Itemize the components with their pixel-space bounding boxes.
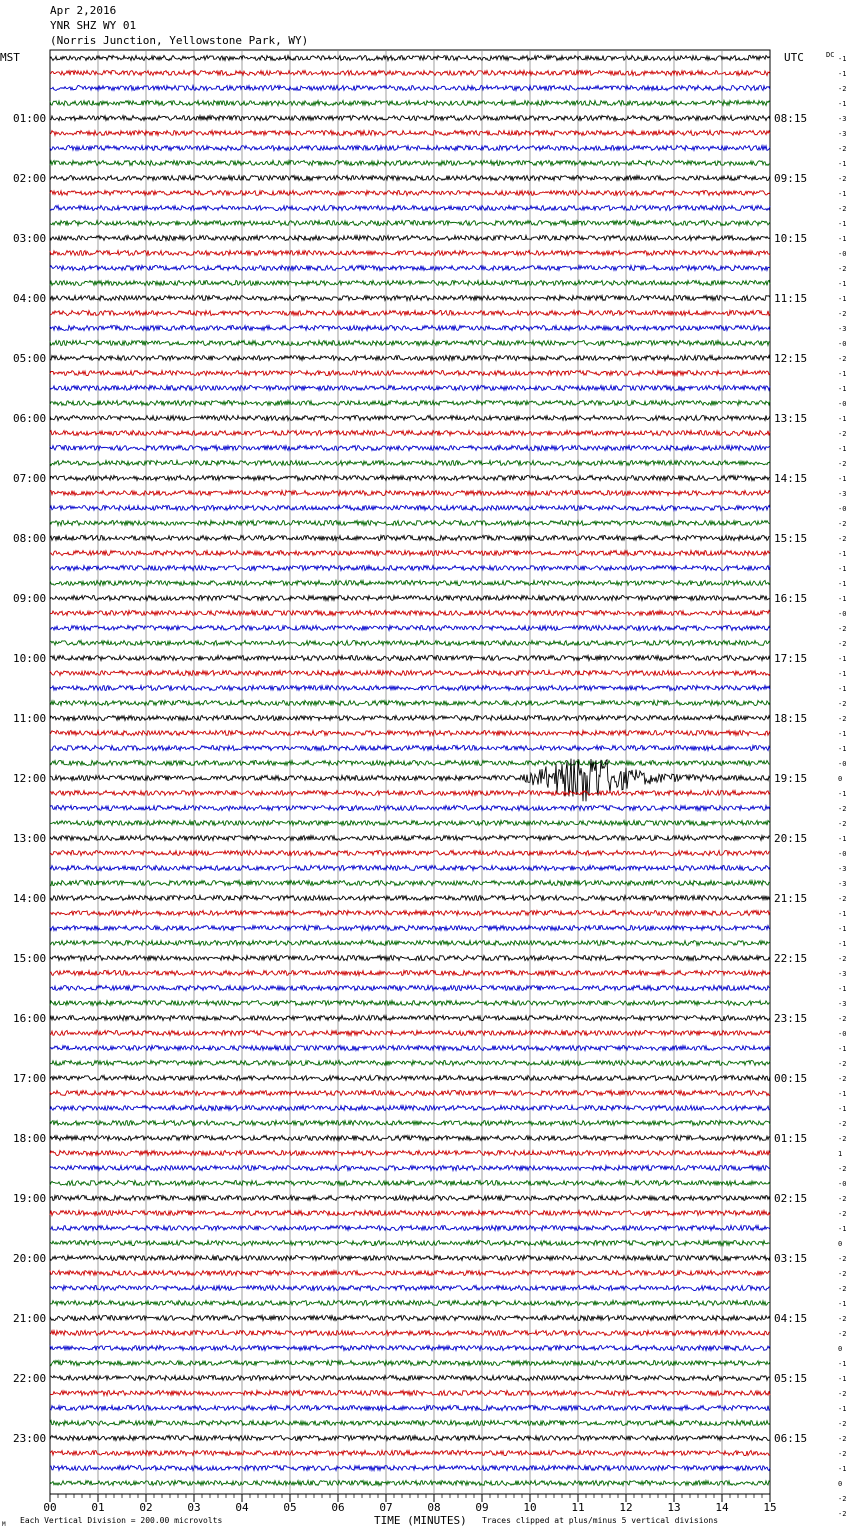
dc-offset-label: -3 — [838, 115, 847, 123]
right-hour-label: 14:15 — [774, 472, 808, 485]
dc-offset-label: -1 — [838, 790, 847, 798]
left-hour-label: 20:00 — [13, 1252, 47, 1265]
trace-row — [50, 491, 770, 496]
x-axis-label: TIME (MINUTES) — [374, 1514, 467, 1527]
dc-offset-label: -0 — [838, 610, 847, 618]
trace-row — [50, 521, 770, 526]
left-hour-label: 17:00 — [13, 1072, 47, 1085]
trace-row — [50, 746, 770, 751]
trace-row — [50, 701, 770, 706]
trace-row — [50, 1106, 770, 1111]
x-tick-label: 04 — [235, 1501, 249, 1514]
left-hour-label: 04:00 — [13, 292, 47, 305]
trace-row — [50, 1466, 770, 1471]
dc-offset-label: -1 — [838, 1105, 847, 1113]
trace-row — [50, 1346, 770, 1351]
dc-offset-label: -0 — [838, 1030, 847, 1038]
dc-offset-label: -1 — [838, 655, 847, 663]
trace-row — [50, 356, 770, 361]
left-hour-label: 18:00 — [13, 1132, 47, 1145]
dc-offset-label: -1 — [838, 100, 847, 108]
dc-offset-label: -2 — [838, 700, 847, 708]
trace-row — [50, 401, 770, 406]
x-tick-label: 09 — [475, 1501, 489, 1514]
trace-row — [50, 1256, 770, 1261]
dc-offset-label: -1 — [838, 220, 847, 228]
dc-offset-label: 1 — [838, 1150, 843, 1158]
dc-offset-label: -0 — [838, 250, 847, 258]
trace-row — [50, 116, 770, 121]
trace-row — [50, 206, 770, 211]
x-tick-label: 12 — [619, 1501, 633, 1514]
dc-offset-label: -2 — [838, 1435, 847, 1443]
dc-offset-label: -1 — [838, 985, 847, 993]
trace-row — [50, 221, 770, 226]
trace-row — [50, 416, 770, 421]
dc-offset-label: -2 — [838, 1315, 847, 1323]
trace-row — [50, 759, 770, 802]
right-hour-label: 04:15 — [774, 1312, 808, 1325]
trace-row — [50, 641, 770, 646]
trace-row — [50, 1016, 770, 1021]
trace-row — [50, 986, 770, 991]
trace-row — [50, 341, 770, 346]
left-hour-label: 05:00 — [13, 352, 47, 365]
dc-offset-label: -1 — [838, 190, 847, 198]
x-tick-label: 03 — [187, 1501, 201, 1514]
left-hour-label: 19:00 — [13, 1192, 47, 1205]
trace-layer — [50, 56, 770, 1486]
trace-row — [50, 896, 770, 901]
trace-row — [50, 446, 770, 451]
x-tick-label: 07 — [379, 1501, 393, 1514]
trace-row — [50, 236, 770, 241]
plot-frame — [50, 50, 770, 1494]
corner-mark: M — [2, 1521, 6, 1528]
x-tick-label: 15 — [763, 1501, 777, 1514]
dc-offset-label: -2 — [838, 1495, 847, 1503]
dc-offset-label: -1 — [838, 1405, 847, 1413]
dc-offset-label: -1 — [838, 670, 847, 678]
footer-right-note: Traces clipped at plus/minus 5 vertical divisions — [482, 1516, 719, 1525]
right-hour-label: 09:15 — [774, 172, 808, 185]
dc-offset-label: -2 — [838, 1165, 847, 1173]
label-layer — [0, 51, 846, 1528]
trace-row — [50, 851, 770, 856]
left-hour-label: 06:00 — [13, 412, 47, 425]
trace-row — [50, 131, 770, 136]
trace-row — [50, 266, 770, 271]
dc-offset-label: -2 — [838, 955, 847, 963]
trace-row — [50, 311, 770, 316]
trace-row — [50, 1046, 770, 1051]
dc-offset-label: -2 — [838, 145, 847, 153]
right-hour-label: 02:15 — [774, 1192, 808, 1205]
right-hour-label: 18:15 — [774, 712, 808, 725]
right-hour-label: 19:15 — [774, 772, 808, 785]
trace-row — [50, 191, 770, 196]
dc-offset-label: -1 — [838, 595, 847, 603]
dc-offset-label: -2 — [838, 1135, 847, 1143]
trace-row — [50, 1391, 770, 1396]
dc-offset-label: -1 — [838, 730, 847, 738]
right-hour-label: 00:15 — [774, 1072, 808, 1085]
dc-offset-label: -2 — [838, 1510, 847, 1518]
left-hour-label: 03:00 — [13, 232, 47, 245]
x-tick-label: 10 — [523, 1501, 537, 1514]
dc-offset-label: -2 — [838, 1195, 847, 1203]
trace-row — [50, 1301, 770, 1306]
dc-offset-label: 0 — [838, 1480, 843, 1488]
dc-offset-label: -2 — [838, 1060, 847, 1068]
dc-offset-label: -1 — [838, 55, 847, 63]
x-tick-label: 02 — [139, 1501, 153, 1514]
trace-row — [50, 686, 770, 691]
trace-row — [50, 461, 770, 466]
trace-row — [50, 821, 770, 826]
dc-offset-label: -2 — [838, 535, 847, 543]
dc-offset-label: -1 — [838, 565, 847, 573]
trace-row — [50, 1001, 770, 1006]
left-hour-label: 12:00 — [13, 772, 47, 785]
right-hour-label: 17:15 — [774, 652, 808, 665]
dc-offset-label: -2 — [838, 1450, 847, 1458]
dc-offset-label: -3 — [838, 1000, 847, 1008]
trace-row — [50, 86, 770, 91]
trace-row — [50, 731, 770, 736]
dc-offset-label: -1 — [838, 280, 847, 288]
left-hour-label: 09:00 — [13, 592, 47, 605]
dc-offset-label: -0 — [838, 340, 847, 348]
trace-row — [50, 1406, 770, 1411]
trace-row — [50, 1076, 770, 1081]
dc-offset-label: -2 — [838, 430, 847, 438]
trace-row — [50, 1361, 770, 1366]
trace-row — [50, 866, 770, 871]
trace-row — [50, 716, 770, 721]
right-hour-label: 10:15 — [774, 232, 808, 245]
trace-row — [50, 611, 770, 616]
left-timezone-label: MST — [0, 51, 20, 64]
dc-offset-label: -2 — [838, 820, 847, 828]
right-hour-label: 21:15 — [774, 892, 808, 905]
left-hour-label: 10:00 — [13, 652, 47, 665]
trace-row — [50, 1241, 770, 1246]
dc-offset-label: 0 — [838, 775, 843, 783]
dc-offset-label: -2 — [838, 1330, 847, 1338]
left-hour-label: 21:00 — [13, 1312, 47, 1325]
header-date: Apr 2,2016 — [50, 4, 117, 17]
footer-left-note: Each Vertical Division = 200.00 microvolts — [20, 1516, 223, 1525]
dc-offset-label: -2 — [838, 715, 847, 723]
dc-offset-label: -1 — [838, 1045, 847, 1053]
x-tick-label: 05 — [283, 1501, 297, 1514]
trace-row — [50, 1166, 770, 1171]
trace-row — [50, 761, 770, 766]
trace-row — [50, 1271, 770, 1276]
dc-offset-label: -1 — [838, 835, 847, 843]
dc-offset-label: -3 — [838, 325, 847, 333]
dc-offset-label: 0 — [838, 1240, 843, 1248]
x-tick-label: 14 — [715, 1501, 729, 1514]
dc-offset-label: -1 — [838, 580, 847, 588]
trace-row — [50, 296, 770, 301]
dc-offset-label: -1 — [838, 685, 847, 693]
trace-row — [50, 56, 770, 61]
left-hour-label: 16:00 — [13, 1012, 47, 1025]
dc-offset-label: -1 — [838, 1225, 847, 1233]
dc-offset-label: -1 — [838, 295, 847, 303]
trace-row — [50, 251, 770, 256]
right-hour-label: 13:15 — [774, 412, 808, 425]
trace-row — [50, 71, 770, 76]
trace-row — [50, 1181, 770, 1186]
trace-row — [50, 791, 770, 796]
trace-row — [50, 161, 770, 166]
trace-row — [50, 506, 770, 511]
right-hour-label: 12:15 — [774, 352, 808, 365]
trace-row — [50, 1211, 770, 1216]
dc-offset-label: -2 — [838, 1390, 847, 1398]
trace-row — [50, 101, 770, 106]
trace-row — [50, 1481, 770, 1486]
dc-offset-label: -3 — [838, 880, 847, 888]
left-hour-label: 23:00 — [13, 1432, 47, 1445]
dc-offset-label: -0 — [838, 850, 847, 858]
trace-row — [50, 671, 770, 676]
dc-offset-label: -2 — [838, 175, 847, 183]
trace-row — [50, 1061, 770, 1066]
dc-offset-label: -3 — [838, 490, 847, 498]
trace-row — [50, 1031, 770, 1036]
dc-offset-label: -2 — [838, 205, 847, 213]
x-tick-label: 00 — [43, 1501, 57, 1514]
trace-row — [50, 1151, 770, 1156]
dc-label: DC — [826, 51, 835, 59]
dc-offset-label: -2 — [838, 520, 847, 528]
trace-row — [50, 581, 770, 586]
left-hour-label: 13:00 — [13, 832, 47, 845]
trace-row — [50, 566, 770, 571]
x-tick-label: 01 — [91, 1501, 105, 1514]
dc-offset-label: -1 — [838, 1300, 847, 1308]
right-hour-label: 22:15 — [774, 952, 808, 965]
dc-offset-label: -2 — [838, 625, 847, 633]
trace-row — [50, 1421, 770, 1426]
trace-row — [50, 386, 770, 391]
right-hour-label: 23:15 — [774, 1012, 808, 1025]
trace-row — [50, 596, 770, 601]
dc-offset-label: -1 — [838, 550, 847, 558]
right-hour-label: 11:15 — [774, 292, 808, 305]
dc-offset-label: -2 — [838, 460, 847, 468]
trace-row — [50, 1136, 770, 1141]
right-hour-label: 03:15 — [774, 1252, 808, 1265]
trace-row — [50, 971, 770, 976]
dc-offset-label: -1 — [838, 925, 847, 933]
dc-offset-label: -1 — [838, 445, 847, 453]
dc-offset-label: -2 — [838, 1210, 847, 1218]
trace-row — [50, 806, 770, 811]
right-hour-label: 05:15 — [774, 1372, 808, 1385]
left-hour-label: 01:00 — [13, 112, 47, 125]
left-hour-label: 15:00 — [13, 952, 47, 965]
trace-row — [50, 536, 770, 541]
header-station: YNR SHZ WY 01 — [50, 19, 137, 32]
trace-row — [50, 1196, 770, 1201]
header-location: (Norris Junction, Yellowstone Park, WY) — [50, 34, 309, 47]
trace-row — [50, 1376, 770, 1381]
right-timezone-label: UTC — [784, 51, 804, 64]
dc-offset-label: -0 — [838, 1180, 847, 1188]
trace-row — [50, 1331, 770, 1336]
dc-offset-label: -2 — [838, 355, 847, 363]
dc-offset-label: -1 — [838, 415, 847, 423]
trace-row — [50, 1121, 770, 1126]
dc-offset-label: -1 — [838, 940, 847, 948]
dc-offset-label: -2 — [838, 1255, 847, 1263]
left-hour-label: 22:00 — [13, 1372, 47, 1385]
left-hour-label: 07:00 — [13, 472, 47, 485]
left-hour-label: 14:00 — [13, 892, 47, 905]
x-tick-label: 08 — [427, 1501, 441, 1514]
dc-offset-label: -1 — [838, 1375, 847, 1383]
dc-offset-label: -2 — [838, 1015, 847, 1023]
right-hour-label: 01:15 — [774, 1132, 808, 1145]
trace-row — [50, 836, 770, 841]
trace-row — [50, 1091, 770, 1096]
dc-offset-label: -1 — [838, 370, 847, 378]
dc-offset-label: -1 — [838, 70, 847, 78]
trace-row — [50, 281, 770, 286]
right-hour-label: 16:15 — [774, 592, 808, 605]
dc-offset-label: -1 — [838, 1465, 847, 1473]
trace-row — [50, 146, 770, 151]
right-hour-label: 08:15 — [774, 112, 808, 125]
trace-row — [50, 626, 770, 631]
trace-row — [50, 956, 770, 961]
trace-row — [50, 656, 770, 661]
x-tick-label: 11 — [571, 1501, 585, 1514]
dc-offset-label: -0 — [838, 400, 847, 408]
dc-offset-label: -0 — [838, 505, 847, 513]
trace-row — [50, 1286, 770, 1291]
left-hour-label: 08:00 — [13, 532, 47, 545]
dc-offset-label: -3 — [838, 970, 847, 978]
trace-row — [50, 431, 770, 436]
dc-offset-label: -2 — [838, 265, 847, 273]
dc-offset-label: -3 — [838, 865, 847, 873]
trace-row — [50, 551, 770, 556]
dc-offset-label: -1 — [838, 160, 847, 168]
dc-offset-label: -1 — [838, 385, 847, 393]
dc-offset-label: -0 — [838, 760, 847, 768]
dc-offset-label: -1 — [838, 1090, 847, 1098]
trace-row — [50, 1226, 770, 1231]
dc-offset-label: -2 — [838, 805, 847, 813]
right-hour-label: 06:15 — [774, 1432, 808, 1445]
dc-offset-label: -3 — [838, 130, 847, 138]
dc-offset-label: -2 — [838, 1120, 847, 1128]
dc-offset-label: -2 — [838, 1270, 847, 1278]
dc-offset-label: -2 — [838, 1075, 847, 1083]
trace-row — [50, 176, 770, 181]
dc-offset-label: 0 — [838, 1345, 843, 1353]
dc-offset-label: -1 — [838, 910, 847, 918]
dc-offset-label: -2 — [838, 1420, 847, 1428]
dc-offset-label: -2 — [838, 640, 847, 648]
trace-row — [50, 1316, 770, 1321]
trace-row — [50, 881, 770, 886]
dc-offset-label: -1 — [838, 475, 847, 483]
dc-offset-label: -2 — [838, 310, 847, 318]
trace-row — [50, 1436, 770, 1441]
x-tick-label: 13 — [667, 1501, 681, 1514]
trace-row — [50, 941, 770, 946]
dc-offset-label: -2 — [838, 1285, 847, 1293]
right-hour-label: 15:15 — [774, 532, 808, 545]
dc-offset-label: -1 — [838, 1360, 847, 1368]
trace-row — [50, 476, 770, 481]
right-hour-label: 20:15 — [774, 832, 808, 845]
trace-row — [50, 1451, 770, 1456]
trace-row — [50, 371, 770, 376]
dc-offset-label: -2 — [838, 895, 847, 903]
left-hour-label: 11:00 — [13, 712, 47, 725]
x-tick-label: 06 — [331, 1501, 345, 1514]
trace-row — [50, 326, 770, 331]
trace-row — [50, 926, 770, 931]
left-hour-label: 02:00 — [13, 172, 47, 185]
dc-offset-label: -1 — [838, 745, 847, 753]
dc-offset-label: -1 — [838, 235, 847, 243]
dc-offset-label: -2 — [838, 85, 847, 93]
trace-row — [50, 911, 770, 916]
